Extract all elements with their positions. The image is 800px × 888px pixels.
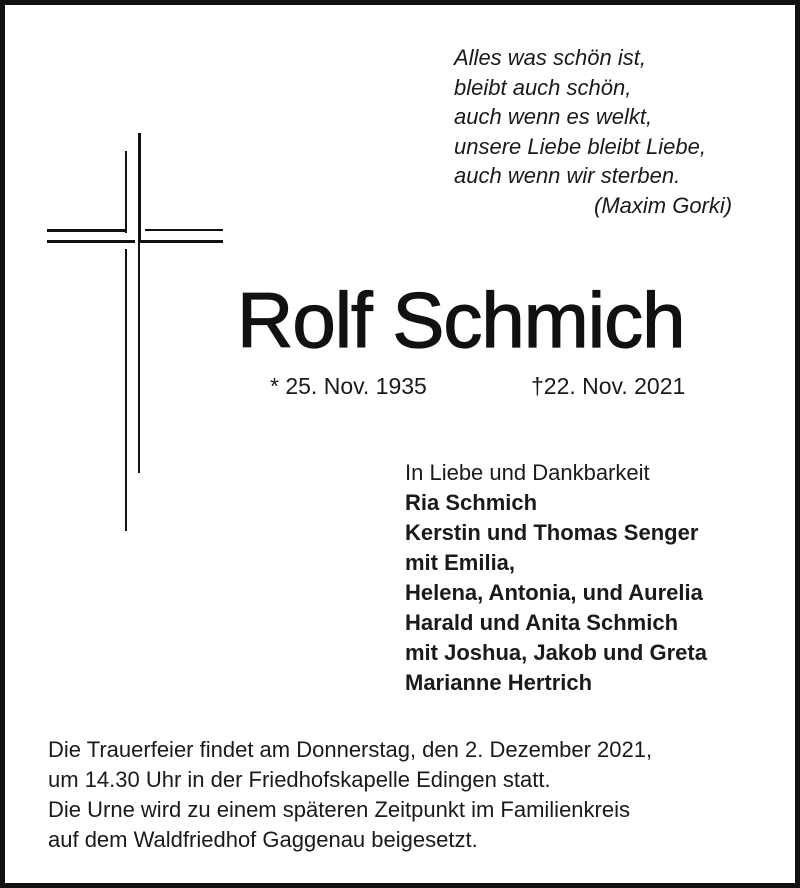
- quote: [454, 43, 732, 220]
- ceremony-line: auf dem Waldfriedhof Gaggenau beigesetzt.: [48, 827, 478, 852]
- ceremony-line: Die Urne wird zu einem späteren Zeitpunkt im Familienkreis: [48, 797, 630, 822]
- quote-author: (Maxim Gorki): [594, 192, 733, 218]
- death-date: †22. Nov. 2021: [531, 373, 686, 399]
- quote-line: unsere Liebe bleibt Liebe,: [454, 133, 706, 159]
- birth-date: * 25. Nov. 1935: [270, 373, 427, 399]
- ceremony-info: [48, 735, 652, 855]
- mourner-name: Ria Schmich: [405, 490, 538, 515]
- ceremony-line: Die Trauerfeier findet am Donnerstag, den 2. Dezember 2021,: [48, 737, 653, 762]
- quote-line: auch wenn es welkt,: [454, 104, 653, 129]
- mourner-name: Kerstin und Thomas Senger: [405, 520, 699, 545]
- mourner-name: Harald und Anita Schmich: [405, 610, 679, 635]
- quote-line: Alles was schön ist,: [454, 45, 646, 70]
- deceased-name: Rolf Schmich: [237, 276, 685, 364]
- mourner-name: mit Emilia,: [405, 550, 516, 575]
- mourner-name: Marianne Hertrich: [405, 670, 593, 695]
- mourners-intro: In Liebe und Dankbarkeit: [405, 460, 650, 485]
- mourner-name: mit Joshua, Jakob und Greta: [405, 640, 707, 665]
- cross-icon: [47, 133, 227, 533]
- quote-line: auch wenn wir sterben.: [454, 163, 681, 188]
- mourners-list: [405, 458, 707, 698]
- ceremony-line: um 14.30 Uhr in der Friedhofskapelle Edingen statt.: [48, 767, 551, 792]
- quote-line: bleibt auch schön,: [454, 74, 632, 100]
- mourner-name: Helena, Antonia, und Aurelia: [405, 580, 703, 605]
